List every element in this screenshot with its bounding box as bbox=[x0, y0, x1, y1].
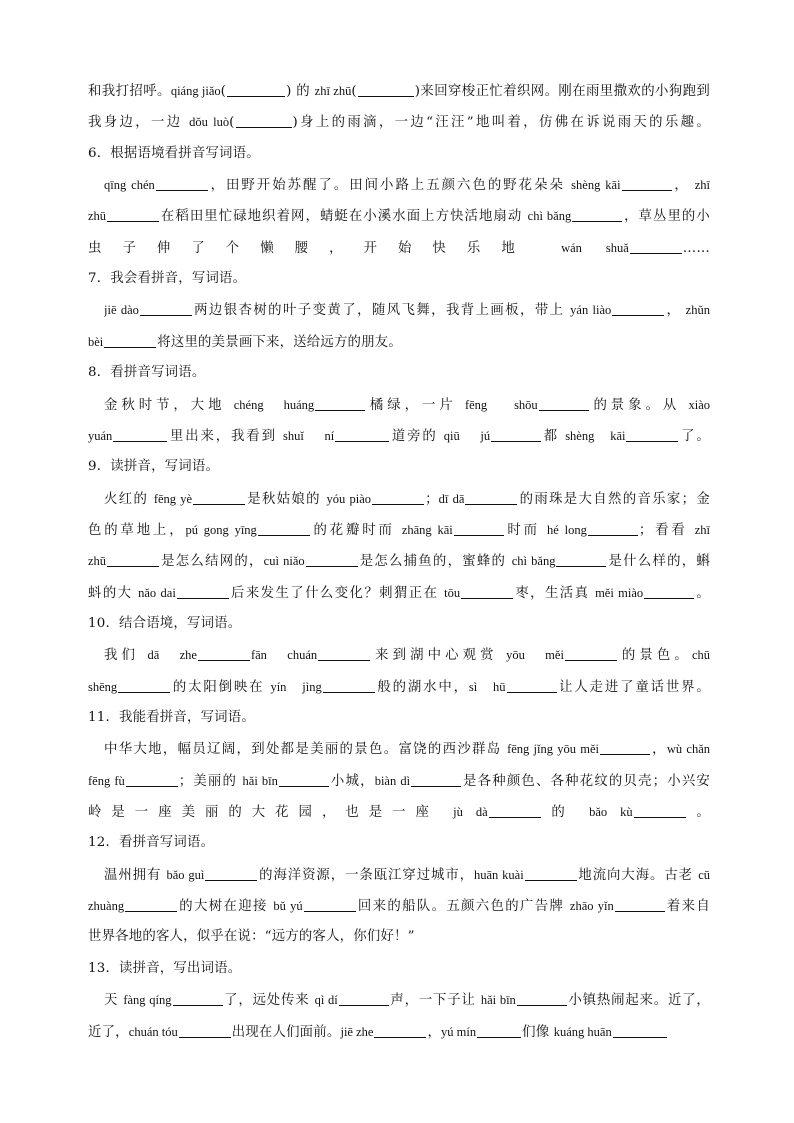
pinyin: chū bbox=[691, 648, 710, 663]
text-line bbox=[88, 925, 710, 949]
answer-blank[interactable] bbox=[572, 206, 622, 222]
answer-blank[interactable] bbox=[205, 865, 257, 881]
text: 两边银杏树的叶子变黄了，随风飞舞，我背上画板，带上 bbox=[192, 303, 571, 319]
text: 11．我能看拼音，写词语。 bbox=[88, 710, 255, 725]
text-line bbox=[88, 330, 710, 354]
answer-blank[interactable] bbox=[454, 520, 504, 536]
pinyin: qiáng jiǎo bbox=[170, 84, 221, 98]
text: 橘绿，一片 bbox=[366, 397, 465, 413]
pinyin: qīng chén bbox=[104, 178, 155, 193]
pinyin: cū bbox=[698, 867, 710, 882]
answer-blank[interactable] bbox=[465, 489, 517, 505]
pinyin: kuáng huān bbox=[553, 1024, 612, 1039]
answer-blank[interactable] bbox=[372, 489, 424, 505]
text: 中华大地，幅员辽阔，到处都是美丽的景色。富饶的西沙群岛 bbox=[104, 742, 508, 758]
text: 地流向大海。古老 bbox=[577, 867, 699, 883]
text-line bbox=[88, 204, 710, 228]
text: 的景象。从 bbox=[589, 397, 689, 413]
text: 是秋姑娘的 bbox=[246, 491, 327, 507]
answer-blank[interactable] bbox=[556, 551, 606, 567]
answer-blank[interactable] bbox=[477, 1022, 521, 1038]
question-heading bbox=[88, 612, 710, 636]
text-line bbox=[104, 487, 710, 511]
answer-blank[interactable] bbox=[539, 395, 589, 411]
text-line bbox=[88, 1020, 710, 1044]
text: …… bbox=[682, 240, 710, 256]
text: ； bbox=[425, 491, 439, 507]
text-line bbox=[104, 643, 710, 667]
answer-blank[interactable] bbox=[315, 395, 365, 411]
pinyin: wù chǎn bbox=[666, 742, 710, 757]
text: 世界各地的客人，似乎在说：“远方的客人，你们好！” bbox=[88, 929, 415, 945]
text: 的雨珠是大自然的音乐家；金 bbox=[518, 491, 710, 507]
answer-blank[interactable] bbox=[125, 896, 177, 912]
text: 火红的 bbox=[104, 491, 154, 507]
text: 。 bbox=[686, 805, 710, 821]
pinyin: chì bǎng bbox=[511, 554, 556, 569]
answer-blank[interactable] bbox=[517, 990, 567, 1006]
text-line bbox=[104, 988, 710, 1012]
pinyin: hé long bbox=[547, 522, 587, 537]
text: 虫子伸了个懒腰，开始快乐地 bbox=[88, 240, 562, 256]
answer-blank[interactable] bbox=[630, 238, 682, 254]
text: ， bbox=[651, 742, 667, 758]
text-line bbox=[104, 298, 710, 322]
text: ，草丛里的小 bbox=[623, 209, 710, 225]
text: 们像 bbox=[522, 1024, 554, 1040]
text: 金秋时节，大地 bbox=[104, 397, 234, 413]
answer-blank[interactable] bbox=[193, 489, 245, 505]
answer-blank[interactable] bbox=[374, 1022, 426, 1038]
pinyin: chéng huáng bbox=[233, 397, 315, 412]
answer-blank[interactable] bbox=[258, 520, 310, 536]
text: 是什么样的，蝌 bbox=[607, 554, 710, 570]
text: 枣，生活真 bbox=[514, 585, 596, 601]
text: 来到湖中心观赏 bbox=[371, 648, 507, 664]
text: 10．结合语境，写词语。 bbox=[88, 615, 242, 631]
pinyin: yán liào bbox=[570, 303, 612, 318]
text-line bbox=[88, 581, 710, 605]
pinyin: zhāng kāi bbox=[401, 522, 453, 537]
text: 8．看拼音写词语。 bbox=[88, 365, 206, 381]
pinyin: bǎo kù bbox=[589, 805, 633, 820]
text: 时而 bbox=[504, 522, 548, 538]
pinyin: bǎo guì bbox=[166, 867, 205, 882]
text: ，田野开始苏醒了。田间小路上五颜六色的野花朵朵 bbox=[208, 178, 572, 194]
pinyin: yuán bbox=[88, 428, 113, 443]
text-line bbox=[88, 424, 710, 448]
pinyin: biàn dì bbox=[374, 773, 411, 788]
text: 将这里的美景画下来，送给远方的朋友。 bbox=[157, 334, 402, 350]
answer-blank[interactable] bbox=[173, 990, 223, 1006]
answer-blank[interactable] bbox=[565, 645, 617, 661]
text: 蚪的大 bbox=[88, 585, 139, 601]
answer-blank[interactable] bbox=[304, 896, 356, 912]
text: 7．我会看拼音，写词语。 bbox=[88, 271, 247, 287]
text: 色的草地上， bbox=[88, 522, 186, 538]
pinyin: chuán tóu bbox=[128, 1024, 178, 1039]
text: 了，远处传来 bbox=[223, 993, 315, 1009]
answer-blank[interactable] bbox=[588, 520, 638, 536]
pinyin: fān chuán bbox=[250, 648, 318, 663]
answer-blank[interactable] bbox=[644, 583, 694, 599]
pinyin: shēng bbox=[88, 679, 118, 694]
answer-blank[interactable] bbox=[126, 771, 178, 787]
pinyin: fēng fù bbox=[88, 773, 125, 788]
answer-blank[interactable] bbox=[613, 1022, 667, 1038]
pinyin: chì bǎng bbox=[527, 209, 572, 224]
answer-blank[interactable] bbox=[615, 896, 665, 912]
pinyin: jù dà bbox=[453, 805, 488, 820]
pinyin: hǎi bīn bbox=[480, 993, 516, 1008]
pinyin: shuǐ ní bbox=[282, 428, 335, 443]
text-line bbox=[88, 236, 710, 260]
answer-blank[interactable] bbox=[236, 112, 292, 128]
text: 出现在人们面前。 bbox=[231, 1024, 341, 1040]
answer-blank[interactable] bbox=[358, 81, 414, 97]
pinyin: zhāo yǐn bbox=[569, 899, 614, 914]
question-heading bbox=[88, 831, 710, 855]
pinyin: měi miào bbox=[595, 585, 644, 600]
pinyin: qì dí bbox=[314, 993, 338, 1008]
answer-blank[interactable] bbox=[179, 1022, 231, 1038]
text: 是各种颜色、各种花纹的贝壳；小兴安 bbox=[462, 773, 710, 789]
pinyin: wán shuǎ bbox=[561, 240, 629, 255]
text: ， bbox=[665, 303, 682, 319]
pinyin: dā zhe bbox=[147, 648, 197, 663]
text: 般的湖水中， bbox=[375, 679, 469, 695]
answer-blank[interactable] bbox=[622, 175, 672, 191]
answer-blank[interactable] bbox=[335, 426, 389, 442]
text: ( bbox=[220, 84, 227, 99]
pinyin: yóu piào bbox=[326, 491, 372, 506]
question-heading bbox=[88, 142, 710, 166]
text: 的花瓣时而 bbox=[310, 522, 402, 538]
answer-blank[interactable] bbox=[323, 677, 375, 693]
answer-blank[interactable] bbox=[491, 426, 541, 442]
pinyin: hǎi bīn bbox=[242, 773, 278, 788]
text: 6．根据语境看拼音写词语。 bbox=[88, 145, 260, 161]
pinyin: fēng shōu bbox=[464, 397, 538, 412]
text: 和我打招呼。 bbox=[88, 84, 171, 99]
text: 温州拥有 bbox=[104, 867, 167, 883]
question-heading bbox=[88, 455, 710, 479]
answer-blank[interactable] bbox=[612, 300, 664, 316]
pinyin: cuì niǎo bbox=[263, 554, 305, 569]
text: 岭是一座美丽的大花园，也是一座 bbox=[88, 805, 454, 821]
answer-blank[interactable] bbox=[104, 332, 156, 348]
pinyin: shèng kāi bbox=[565, 428, 626, 443]
answer-blank[interactable] bbox=[339, 990, 389, 1006]
text: ( bbox=[351, 84, 357, 99]
pinyin: bǔ yú bbox=[273, 899, 303, 914]
text: 是怎么捕鱼的，蜜蜂的 bbox=[358, 554, 512, 570]
question-heading bbox=[88, 706, 710, 730]
text: 近了， bbox=[88, 1024, 129, 1040]
pinyin: bèi bbox=[88, 334, 104, 349]
text: 让人走进了童话世界。 bbox=[557, 679, 710, 695]
answer-blank[interactable] bbox=[634, 802, 686, 818]
answer-blank[interactable] bbox=[489, 802, 541, 818]
pinyin: zhū bbox=[88, 554, 107, 569]
answer-blank[interactable] bbox=[411, 771, 461, 787]
text: 里出来，我看到 bbox=[168, 428, 283, 444]
text: ；看看 bbox=[638, 522, 695, 538]
pinyin: dǒu luò bbox=[189, 115, 230, 130]
pinyin: jiē dào bbox=[104, 303, 139, 318]
pinyin: zhuàng bbox=[88, 899, 125, 914]
pinyin: qiū jú bbox=[443, 428, 491, 443]
pinyin: fēng jǐng yōu měi bbox=[507, 742, 600, 757]
text: 我们 bbox=[104, 648, 148, 664]
text: 天 bbox=[104, 993, 124, 1009]
text: ) 的 bbox=[286, 84, 315, 99]
text: 13．读拼音，写出词语。 bbox=[88, 960, 242, 976]
text: 声，一下子让 bbox=[389, 993, 481, 1009]
text-line bbox=[88, 110, 710, 134]
pinyin: pú gong yīng bbox=[185, 522, 257, 537]
question-heading bbox=[88, 957, 710, 981]
text: 的景色。 bbox=[617, 648, 692, 664]
text-line bbox=[104, 737, 710, 761]
answer-blank[interactable] bbox=[507, 677, 557, 693]
answer-blank[interactable] bbox=[461, 583, 513, 599]
answer-blank[interactable] bbox=[118, 677, 170, 693]
text: 9．读拼音，写词语。 bbox=[88, 459, 220, 475]
pinyin: zhī zhū bbox=[314, 84, 352, 98]
text: 了。 bbox=[679, 428, 710, 444]
text-line bbox=[88, 894, 710, 918]
text: 道旁的 bbox=[390, 428, 444, 444]
answer-blank[interactable] bbox=[156, 175, 208, 191]
text: ， bbox=[427, 1024, 442, 1040]
answer-blank[interactable] bbox=[107, 206, 159, 222]
text: 的太阳倒映在 bbox=[171, 679, 271, 695]
text: 是怎么结网的， bbox=[160, 554, 264, 570]
pinyin: zhǔn bbox=[681, 303, 710, 318]
text: 。 bbox=[695, 585, 710, 601]
pinyin: tōu bbox=[444, 585, 461, 600]
text: 后来发生了什么变化？刺猬正在 bbox=[229, 585, 445, 601]
text-line bbox=[104, 393, 710, 417]
text: 的 bbox=[541, 805, 590, 821]
answer-blank[interactable] bbox=[227, 81, 285, 97]
answer-blank[interactable] bbox=[107, 551, 159, 567]
text: 我身边，一边 bbox=[88, 115, 190, 131]
answer-blank[interactable] bbox=[198, 645, 250, 661]
question-heading bbox=[88, 361, 710, 385]
answer-blank[interactable] bbox=[318, 645, 370, 661]
text: 小城， bbox=[329, 773, 375, 789]
text: )身上的雨滴，一边“汪汪”地叫着，仿佛在诉说雨天的乐趣。 bbox=[292, 115, 710, 131]
pinyin: sì hū bbox=[468, 679, 506, 694]
text: ， bbox=[672, 178, 690, 194]
answer-blank[interactable] bbox=[140, 300, 192, 316]
text-line bbox=[88, 518, 710, 542]
text: 回来的船队。五颜六色的广告牌 bbox=[356, 899, 570, 915]
pinyin: zhū bbox=[88, 209, 107, 224]
text: 12．看拼音写词语。 bbox=[88, 835, 215, 851]
text: 都 bbox=[542, 428, 566, 444]
pinyin: yín jìng bbox=[270, 679, 322, 694]
text-line bbox=[88, 769, 710, 793]
pinyin: yōu měi bbox=[506, 648, 564, 663]
pinyin: zhī bbox=[689, 178, 710, 193]
text: 在稻田里忙碌地织着网，蜻蜓在小溪水面上方快活地扇动 bbox=[160, 209, 528, 225]
answer-blank[interactable] bbox=[525, 865, 577, 881]
text: 小镇热闹起来。近了， bbox=[567, 993, 710, 1009]
pinyin: shèng kāi bbox=[571, 178, 621, 193]
answer-blank[interactable] bbox=[177, 583, 229, 599]
pinyin: zhī bbox=[694, 522, 710, 537]
answer-blank[interactable] bbox=[626, 426, 678, 442]
text-line bbox=[88, 79, 710, 103]
pinyin: huān kuài bbox=[473, 867, 524, 882]
question-heading bbox=[88, 267, 710, 291]
pinyin: fàng qíng bbox=[123, 993, 172, 1008]
text: ；美丽的 bbox=[178, 773, 243, 789]
pinyin: fēng yè bbox=[153, 491, 193, 506]
text: 着来自 bbox=[665, 899, 710, 915]
answer-blank[interactable] bbox=[600, 739, 650, 755]
text-line bbox=[88, 675, 710, 699]
pinyin: jiē zhe bbox=[340, 1024, 374, 1039]
text: ( bbox=[229, 115, 235, 131]
text-line bbox=[104, 173, 710, 197]
pinyin: xiào bbox=[688, 397, 710, 412]
text: 的大树在迎接 bbox=[178, 899, 274, 915]
text-line bbox=[104, 863, 710, 887]
pinyin: yú mín bbox=[441, 1024, 477, 1039]
text: )来回穿梭正忙着织网。刚在雨里撒欢的小狗跑到 bbox=[414, 84, 710, 99]
text-line bbox=[88, 549, 710, 573]
text-line bbox=[88, 800, 710, 824]
pinyin: dī dā bbox=[438, 491, 465, 506]
text: 的海洋资源，一条瓯江穿过城市， bbox=[258, 867, 474, 883]
answer-blank[interactable] bbox=[113, 426, 167, 442]
answer-blank[interactable] bbox=[279, 771, 329, 787]
answer-blank[interactable] bbox=[306, 551, 358, 567]
pinyin: nǎo dai bbox=[138, 585, 176, 600]
